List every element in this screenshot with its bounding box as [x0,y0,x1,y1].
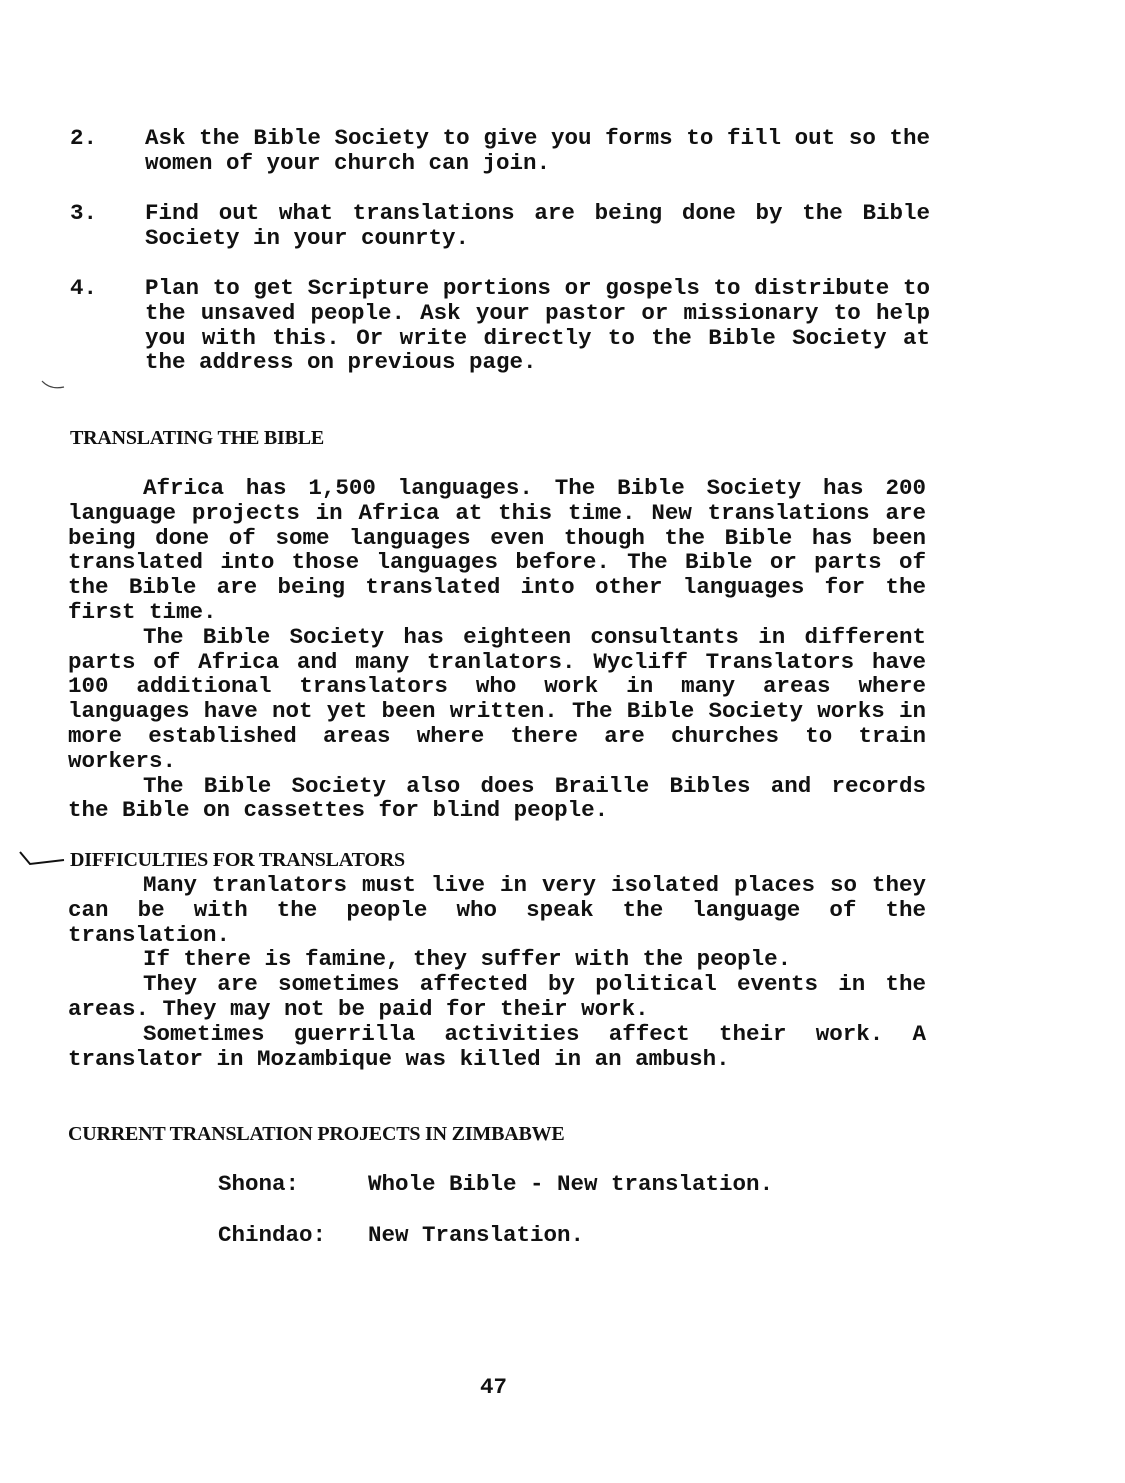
list-item-text: Plan to get Scripture portions or gospels to distribute to the unsaved people. Ask your pastor or missionary to help you with this. Or write directly to the Bible Society at the address on previous page. [145,275,930,376]
list-item-number: 3. [70,200,98,226]
page-number: 47 [480,1374,508,1400]
list-item-text: Ask the Bible Society to give you forms to fill out so the women of your church can join. [145,125,930,176]
scan-mark [40,378,68,392]
project-row-shona [218,1172,773,1197]
project-row-chindao [218,1223,584,1248]
paragraph: They are sometimes affected by political events in the areas. They may not be paid for their work. [68,971,926,1022]
list-item-number: 2. [70,125,98,151]
project-description: New Translation. [368,1222,585,1248]
list-item-4 [70,276,930,375]
project-description: Whole Bible - New translation. [368,1171,774,1197]
heading-difficulties-for-translators: DIFFICULTIES FOR TRANSLATORS [70,849,405,871]
list-item-text: Find out what translations are being done by the Bible Society in your counrty. [145,200,930,251]
project-language: Shona: [218,1171,300,1197]
paragraph: Sometimes guerrilla activities affect their work. A translator in Mozambique was killed in an ambush. [68,1020,926,1072]
paragraph: Many tranlators must live in very isolated places so they can be with the people who speak the language of the translation. [68,872,926,948]
paragraph: If there is famine, they suffer with the people. [143,946,792,973]
paragraph: Africa has 1,500 languages. The Bible Society has 200 language projects in Africa at this time. New translations are being done of some languages even though the Bible has been translated into those languages before. The Bible or parts of the Bible are being translated into other languages for the first time. [68,475,926,625]
list-item-2 [70,126,930,176]
translating-body [68,476,926,823]
list-item-3 [70,201,930,251]
heading-current-projects: CURRENT TRANSLATION PROJECTS IN ZIMBABWE [68,1123,565,1145]
paragraph: The Bible Society has eighteen consultants in different parts of Africa and many tranlators. Wycliff Translators have 100 additional translators who work in many areas where languages have not yet been written. The Bible Society works in more established areas where there are churches to train workers. [68,623,926,774]
project-language: Chindao: [218,1222,327,1248]
paragraph: The Bible Society also does Braille Bibles and records the Bible on cassettes for blind people. [68,772,926,824]
list-item-number: 4. [70,275,98,301]
heading-translating-the-bible: TRANSLATING THE BIBLE [70,427,325,449]
checkmark-icon [18,850,68,870]
difficulties-body [68,873,926,1071]
